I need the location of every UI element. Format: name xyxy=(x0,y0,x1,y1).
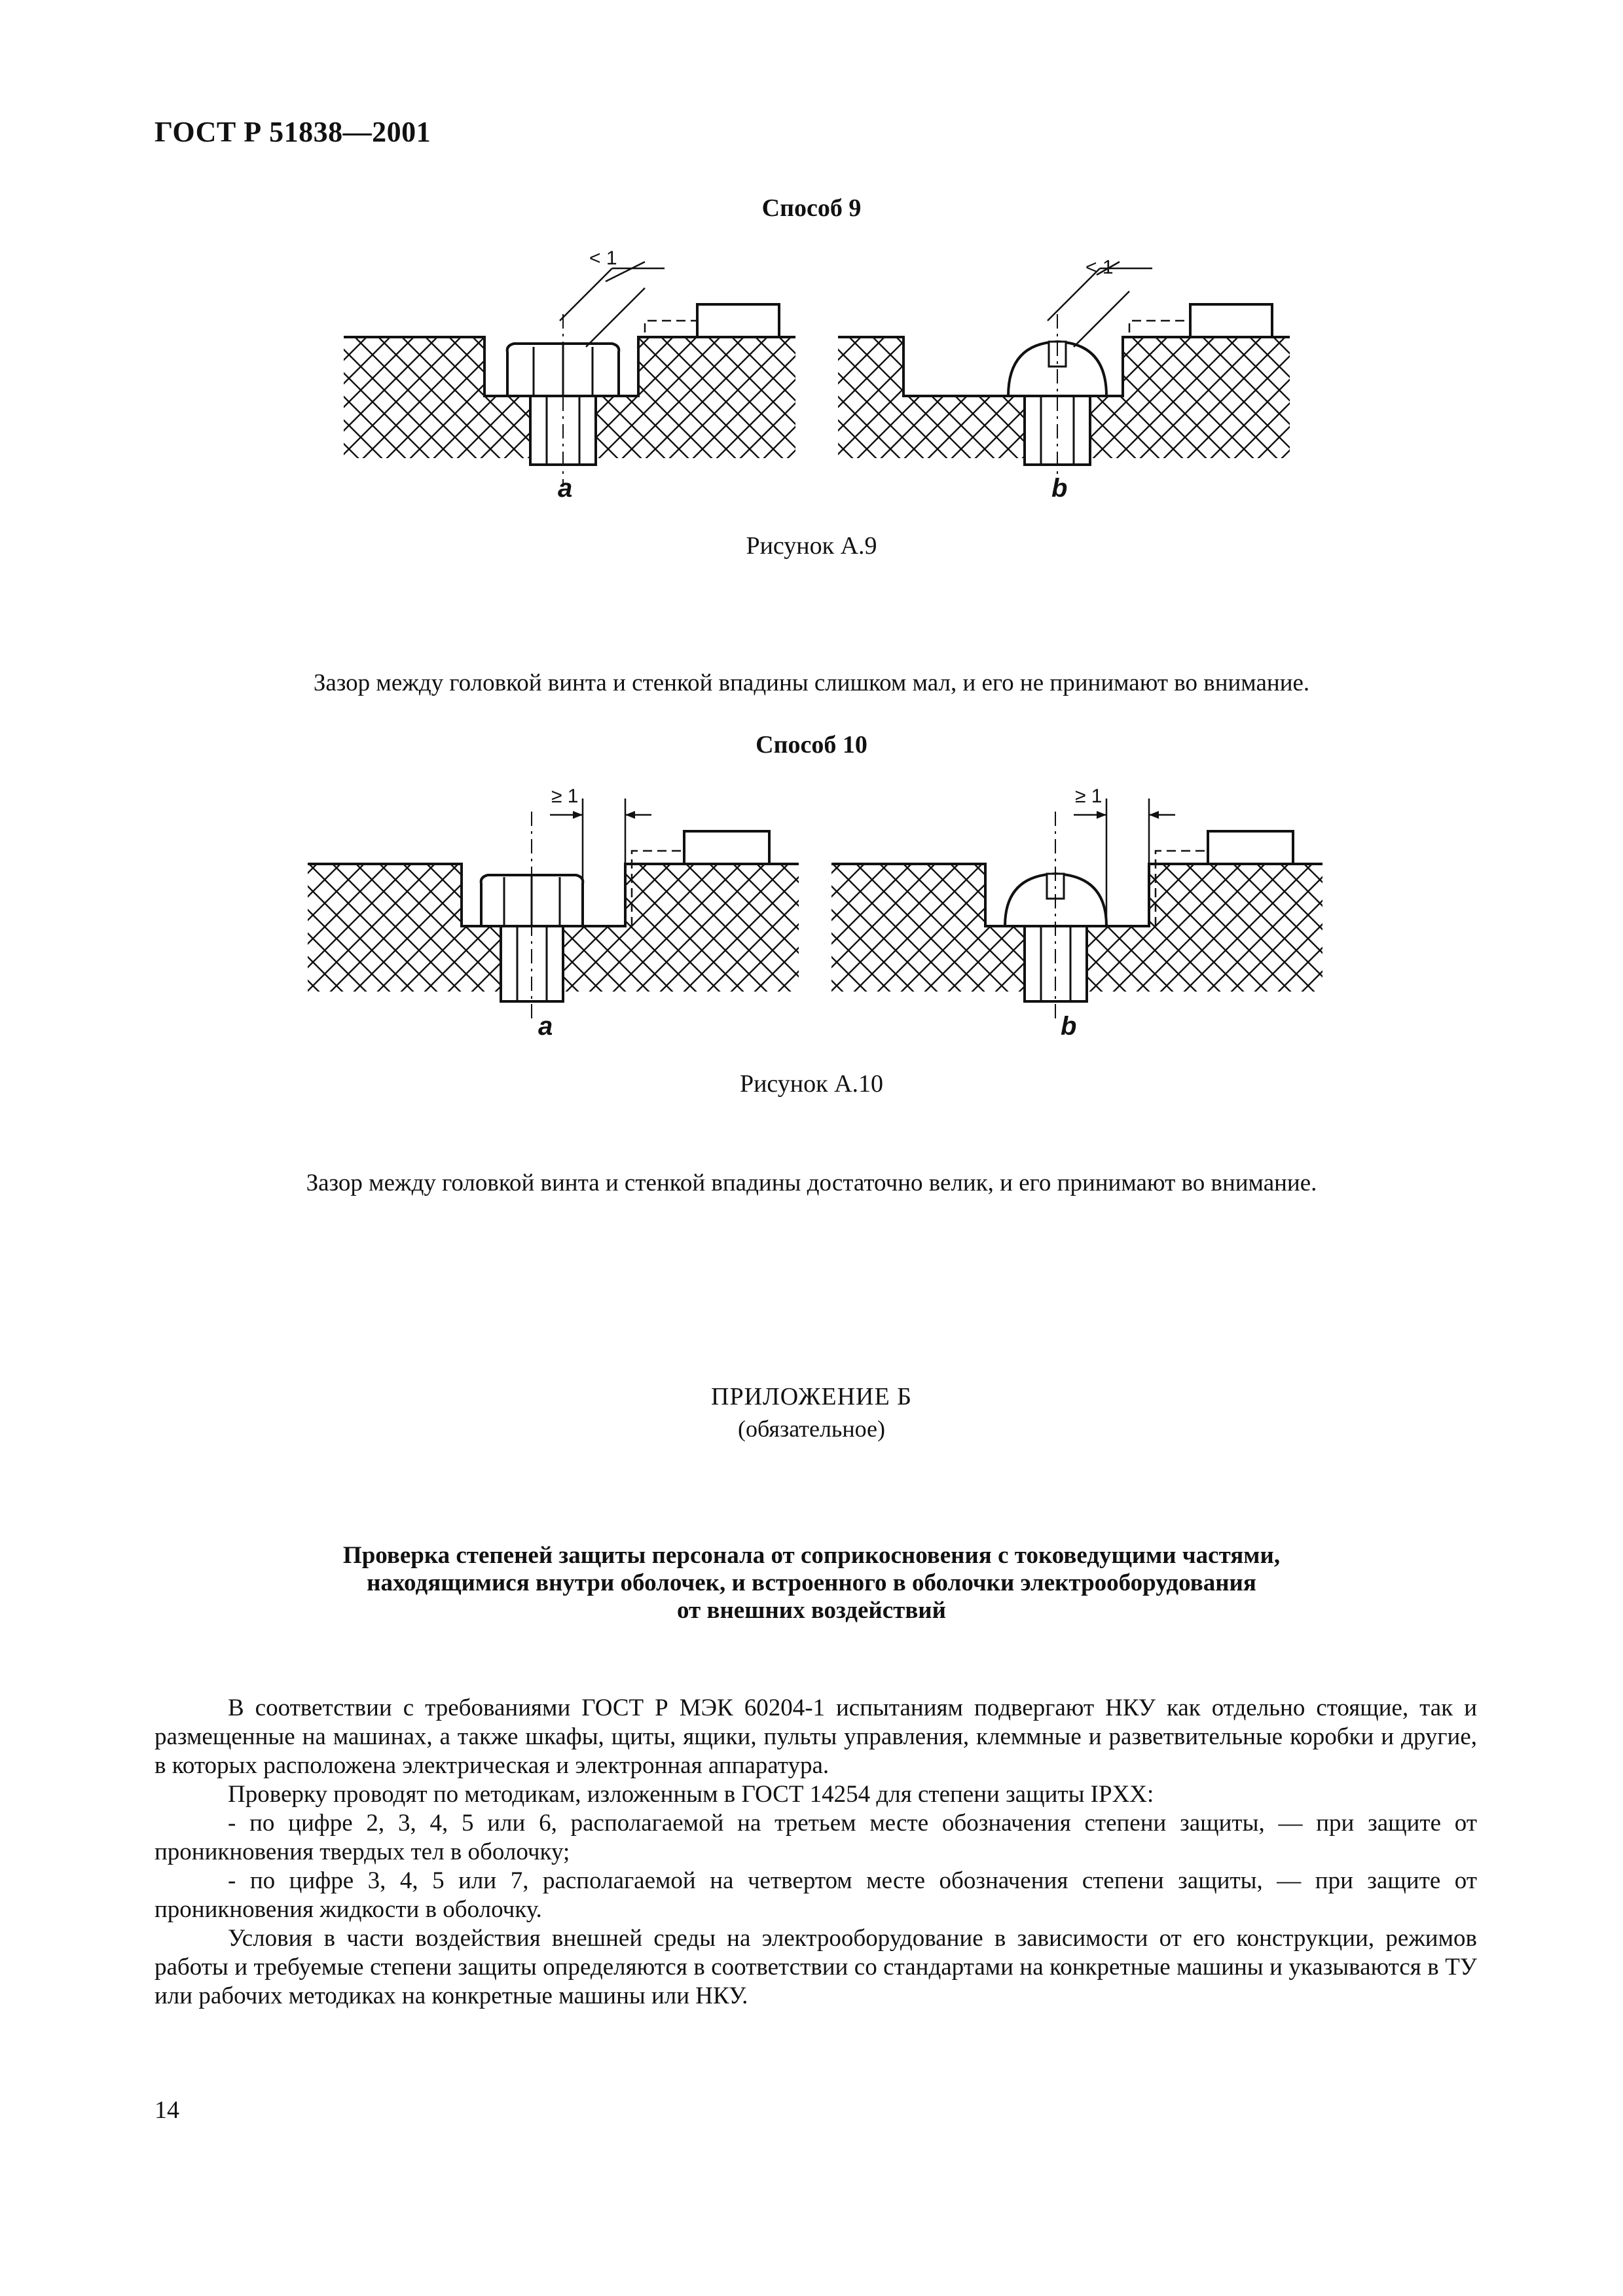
figure-a9-b xyxy=(831,249,1290,511)
document-header: ГОСТ Р 51838—2001 xyxy=(155,116,431,148)
method-10-title: Способ 10 xyxy=(756,731,867,759)
figure-a10-label-b: b xyxy=(1061,1012,1077,1041)
hex-bolt-wide-recess-drawing xyxy=(301,785,799,1047)
appendix-heading-line-1: Проверка степеней защиты персонала от соприкосновения с токоведущими частями, xyxy=(342,1542,1281,1569)
figure-a10-a xyxy=(301,785,799,1047)
method-10-note: Зазор между головкой винта и стенкой впадины достаточно велик, и его принимают во внимание. xyxy=(306,1170,1317,1196)
round-screw-wide-recess-drawing xyxy=(825,785,1322,1047)
appendix-heading-line-2: находящимися внутри оболочек, и встроенного в оболочки электрооборудования xyxy=(367,1570,1256,1596)
paragraph: В соответствии с требованиями ГОСТ Р МЭК 60204-1 испытаниям подвергают НКУ как отдельно стоящие, так и размещенные на машинах, а также шкафы, щиты, ящики, пульты управления, клеммные и разветвительные коробки и другие, в которых расположена электрическая и электронная аппаратура. xyxy=(155,1695,1477,1779)
list-item: - по цифре 3, 4, 5 или 7, располагаемой на четвертом месте обозначения степени защиты, — при защите от проникновения жидкости в оболочку. xyxy=(155,1867,1477,1923)
method-9-dimension-b: < 1 xyxy=(1085,257,1114,278)
figure-a9-label-a: a xyxy=(558,474,573,503)
figure-a10-caption: Рисунок А.10 xyxy=(739,1070,884,1098)
round-screw-recess-drawing xyxy=(831,249,1290,511)
method-9-title: Способ 9 xyxy=(761,194,862,222)
method-10-dimension-b: ≥ 1 xyxy=(1075,785,1103,807)
page-number: 14 xyxy=(155,2096,179,2124)
hex-bolt-recess-drawing xyxy=(337,249,795,511)
appendix-heading-line-3: от внешних воздействий xyxy=(677,1597,946,1624)
method-9-note: Зазор между головкой винта и стенкой впадины слишком мал, и его не принимают во внимание. xyxy=(313,670,1310,696)
figure-a9-a xyxy=(337,249,795,511)
paragraph: Проверку проводят по методикам, изложенным в ГОСТ 14254 для степени защиты IPXX: xyxy=(228,1781,1154,1808)
figure-a9-label-b: b xyxy=(1051,474,1068,503)
appendix-heading xyxy=(0,1542,1623,1624)
list-item: - по цифре 2, 3, 4, 5 или 6, располагаемой на третьем месте обозначения степени защиты, — при защите от проникновения твердых тел в оболочку; xyxy=(155,1810,1477,1865)
appendix-title: ПРИЛОЖЕНИЕ Б xyxy=(711,1383,912,1410)
paragraph: Условия в части воздействия внешней среды на электрооборудование в зависимости от его конструкции, режимов работы и требуемые степени защиты определяются в соответствии со стандартами на конкретные машины и указываются в ТУ или рабочих методиках на конкретные машины или НКУ. xyxy=(155,1925,1477,2009)
method-9-dimension-a: < 1 xyxy=(589,247,617,269)
figure-a10-label-a: a xyxy=(538,1012,553,1041)
figure-a10-b xyxy=(825,785,1322,1047)
appendix-subtitle: (обязательное) xyxy=(738,1416,885,1442)
appendix-body xyxy=(155,1694,1477,2011)
method-10-dimension-a: ≥ 1 xyxy=(551,785,579,807)
figure-a9-caption: Рисунок А.9 xyxy=(746,532,877,560)
